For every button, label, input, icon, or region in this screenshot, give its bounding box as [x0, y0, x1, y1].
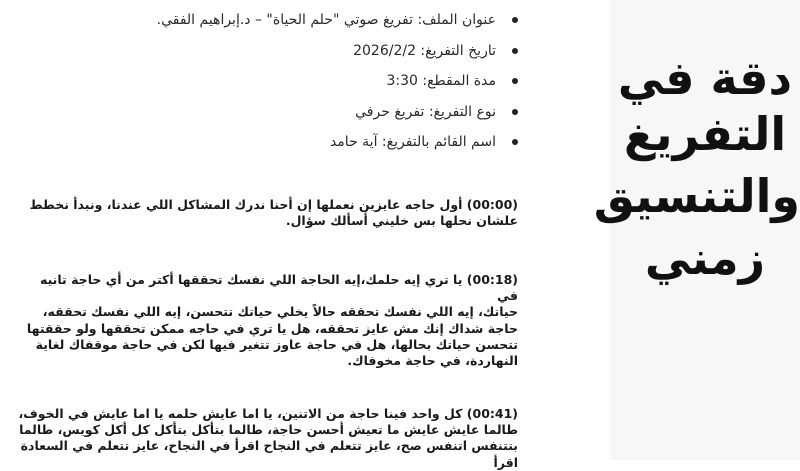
bullet-icon	[512, 17, 518, 23]
transcript-paragraph	[18, 406, 518, 471]
transcript-paragraph	[18, 197, 518, 229]
paragraph-line: يا تري إيه حلمك،إيه الحاجة اللي نفسك تحققها أكتر من أي حاجة تانيه في	[39, 272, 518, 304]
bullet-icon	[512, 48, 518, 54]
side-title-line: دقة في	[617, 51, 793, 105]
bullet-icon	[512, 109, 518, 115]
paragraph-line: حياتك، إيه اللي نفسك تحققه حالاً يخلي حياتك تتحسن، إيه اللي نفسك تحققه،	[42, 304, 518, 320]
timestamp: (00:41)	[466, 406, 518, 421]
timestamp: (00:00)	[466, 197, 518, 212]
metadata-list	[88, 8, 518, 161]
side-title-line: التفريغ	[623, 107, 787, 161]
bullet-icon	[512, 78, 518, 84]
meta-text: تاريخ التفريغ: 2026/2/2	[353, 42, 496, 59]
side-title-line: والتنسيق	[593, 169, 800, 223]
paragraph-line: كل واحد فينا حاجة من الاتنين، يا اما عايش حلمه يا اما عايش في الخوف،	[18, 406, 463, 421]
paragraph-line: علشان نحلها بس خليني أسألك سؤال.	[285, 213, 518, 229]
meta-clip-duration	[88, 69, 518, 100]
side-title-line: زمني	[644, 231, 766, 285]
transcript-paragraph	[18, 272, 518, 369]
paragraph-line: أول حاجه عايزين نعملها إن أحنا ندرك المشاكل اللي عندنا، ونبدأ نخطط	[29, 197, 463, 212]
side-panel	[593, 0, 800, 460]
meta-text: عنوان الملف: تفريغ صوتي "حلم الحياة" – د.إبراهيم الفقي.	[156, 12, 496, 28]
meta-text: مدة المقطع: 3:30	[386, 73, 496, 89]
paragraph-line: النهاردة، في حاجة مخوفاك.	[347, 353, 518, 369]
bullet-icon	[512, 139, 518, 145]
timestamp: (00:18)	[466, 272, 518, 287]
meta-text: اسم القائم بالتفريغ: آية حامد	[329, 134, 496, 150]
meta-transcription-type	[88, 100, 518, 131]
paragraph-line: حاجة شداك إنك مش عايز تحققه، هل يا تري في حاجه ممكن تحققها ولو حققتها	[26, 320, 518, 336]
paragraph-line: تتحسن حياتك بحالها، هل في حاجة عاوز تتغير فيها لكن في حاجة موقفاك لغاية	[35, 336, 518, 352]
meta-transcription-date	[88, 39, 518, 70]
meta-text: نوع التفريغ: تفريغ حرفي	[355, 103, 496, 120]
meta-transcriber-name	[88, 130, 518, 161]
paragraph-line: بتتنفس اتنفس صح، عايز تتعلم في النجاح اقرأ في النجاح، عايز تتعلم في السعادة اقرأ	[20, 438, 518, 470]
meta-file-title	[88, 8, 518, 39]
paragraph-line: طالما عايش عايش ما تعيش أحسن حاجة، طالما بتأكل بتأكل كل أكل كويس، طالما	[19, 422, 518, 438]
